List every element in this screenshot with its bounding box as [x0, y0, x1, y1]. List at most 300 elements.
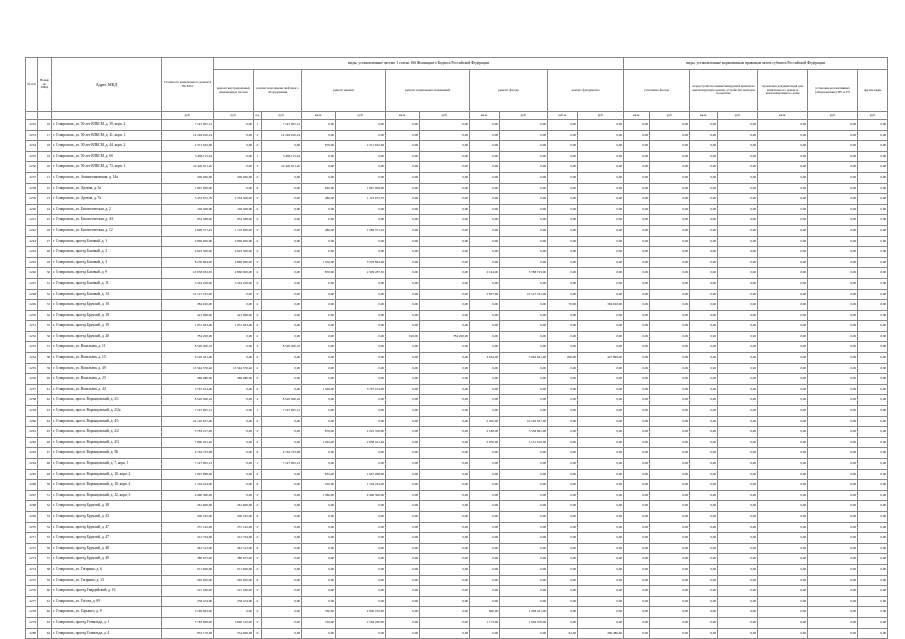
- col-cost: Стоимость капитального ремонта ВСЕГО: [162, 58, 214, 112]
- row-value: 0,00: [578, 321, 624, 332]
- row-value: 0,00: [858, 427, 888, 438]
- row-value: 0,00: [758, 215, 808, 226]
- row-value: 0,00: [262, 543, 302, 554]
- row-value: 0,00: [718, 586, 758, 597]
- row-value: 0,00: [578, 247, 624, 258]
- row-value: 0,00: [650, 204, 690, 215]
- row-value: 0,00: [758, 522, 808, 533]
- row-number: 2239: [26, 194, 38, 205]
- row-address: г. Ставрополь, ул. Васильева, д. 11: [52, 342, 162, 353]
- row-value: 0,00: [386, 490, 420, 501]
- row-address: г. Ставрополь, просп. Воронцовский, д. 2/1: [52, 395, 162, 406]
- row-value: 0,00: [758, 162, 808, 173]
- col-num-mkd: Номер по МКД: [38, 58, 52, 112]
- row-mkd-number: 17: [38, 130, 52, 141]
- row-value: 0,00: [758, 617, 808, 628]
- row-value: 0,00: [262, 236, 302, 247]
- row-value: 221 260,00: [214, 586, 254, 597]
- row-value: 0,00: [718, 194, 758, 205]
- row-mkd-number: 36: [38, 331, 52, 342]
- table-row: [26, 490, 888, 501]
- row-value: 0,00: [500, 204, 548, 215]
- row-value: 0,00: [548, 204, 578, 215]
- row-value: 0,00: [470, 363, 500, 374]
- row-value: 1 119 672,70: [336, 194, 386, 205]
- unit-cell: кв.м.: [624, 112, 650, 120]
- row-value: 0,00: [420, 522, 470, 533]
- row-value: 0,00: [858, 490, 888, 501]
- row-number: 2252: [26, 331, 38, 342]
- row-value: 0,00: [808, 416, 858, 427]
- row-value: 0,00: [500, 247, 548, 258]
- row-value: 0,00: [500, 342, 548, 353]
- row-value: 3 788 745,00: [500, 268, 548, 279]
- row-value: 0,00: [262, 289, 302, 300]
- row-value: 0,00: [690, 363, 718, 374]
- table-row: [26, 575, 888, 586]
- row-value: 0,00: [758, 278, 808, 289]
- row-value: 0,00: [420, 278, 470, 289]
- row-value: 0,00: [650, 543, 690, 554]
- row-value: 0,00: [548, 236, 578, 247]
- row-value: 4: [254, 342, 262, 353]
- row-value: 0,00: [548, 406, 578, 417]
- row-value: 4: [254, 395, 262, 406]
- row-value: 8 520 400,16: [162, 342, 214, 353]
- row-value: 0,00: [690, 511, 718, 522]
- row-value: 0,00: [578, 575, 624, 586]
- row-value: 4 794 703,08: [262, 448, 302, 459]
- row-value: 0,00: [758, 268, 808, 279]
- row-value: 0,00: [470, 194, 500, 205]
- row-value: 0,00: [420, 490, 470, 501]
- row-value: 0,00: [808, 469, 858, 480]
- row-value: 0,00: [858, 353, 888, 364]
- row-value: 312 794,00: [214, 533, 254, 544]
- row-value: 0,00: [470, 511, 500, 522]
- row-value: 784 200,00: [420, 331, 470, 342]
- row-value: 0,00: [758, 511, 808, 522]
- row-value: 10 958 032,65: [162, 268, 214, 279]
- row-value: 0: [254, 374, 262, 385]
- row-value: 0,00: [420, 236, 470, 247]
- row-value: 0,00: [470, 331, 500, 342]
- capital-repair-table: [25, 57, 888, 639]
- table-row: [26, 172, 888, 183]
- table-row: [26, 437, 888, 448]
- row-value: 0,00: [650, 533, 690, 544]
- row-value: 0: [254, 511, 262, 522]
- row-value: 5 151 610,00: [500, 437, 548, 448]
- row-value: 0,00: [470, 596, 500, 607]
- row-value: 2: [254, 130, 262, 141]
- row-value: 1 289 371,45: [336, 225, 386, 236]
- unit-cell: кв.м.: [690, 112, 718, 120]
- row-value: 0,00: [386, 533, 420, 544]
- row-value: 760,00: [302, 607, 336, 618]
- row-mkd-number: 28: [38, 247, 52, 258]
- row-value: 0,00: [758, 225, 808, 236]
- row-value: 0,00: [624, 215, 650, 226]
- row-value: 0,00: [808, 586, 858, 597]
- row-value: 0,00: [624, 628, 650, 639]
- row-value: 0,00: [718, 480, 758, 491]
- row-value: 0: [254, 554, 262, 565]
- row-value: 0,00: [262, 469, 302, 480]
- row-value: 0,00: [690, 575, 718, 586]
- row-value: 0,00: [470, 406, 500, 417]
- row-mkd-number: 61: [38, 596, 52, 607]
- row-value: 870,00: [302, 268, 336, 279]
- row-value: 0,00: [262, 384, 302, 395]
- row-value: 0,00: [420, 427, 470, 438]
- row-value: 0,00: [386, 257, 420, 268]
- row-value: 0,00: [808, 353, 858, 364]
- row-value: 784 200,00: [162, 331, 214, 342]
- row-value: 0,00: [808, 183, 858, 194]
- row-value: 0,00: [420, 300, 470, 311]
- row-value: 0,00: [336, 120, 386, 131]
- row-address: г. Ставрополь, проезд Готвальда, д. 1: [52, 617, 162, 628]
- row-value: 0,00: [624, 533, 650, 544]
- row-value: 0,00: [858, 575, 888, 586]
- row-value: 0,00: [858, 522, 888, 533]
- row-address: г. Ставрополь, проезд Базовый, д. 3: [52, 257, 162, 268]
- col-devices: установка коллективных (общедомовых) ПУ и УУ: [808, 70, 858, 112]
- table-row: [26, 448, 888, 459]
- row-value: 0,00: [302, 511, 336, 522]
- row-value: 0,00: [470, 480, 500, 491]
- row-value: 0,00: [420, 469, 470, 480]
- row-value: 0: [254, 607, 262, 618]
- row-value: 0: [254, 278, 262, 289]
- row-mkd-number: 47: [38, 448, 52, 459]
- row-value: 0,00: [302, 459, 336, 470]
- row-value: 312 794,00: [162, 533, 214, 544]
- row-value: 5 468 115,24: [162, 151, 214, 162]
- row-value: 4 794 703,08: [162, 448, 214, 459]
- table-row: [26, 194, 888, 205]
- table-row: [26, 204, 888, 215]
- row-value: 0,00: [650, 448, 690, 459]
- row-number: 2276: [26, 586, 38, 597]
- row-value: 0,00: [302, 554, 336, 565]
- row-value: 0,00: [858, 130, 888, 141]
- row-value: 0,00: [420, 586, 470, 597]
- row-address: г. Ставрополь, проезд Базовый, д. 9: [52, 268, 162, 279]
- row-value: 0,00: [500, 501, 548, 512]
- row-value: 0,00: [578, 183, 624, 194]
- row-value: 0,00: [808, 268, 858, 279]
- row-value: 10 120 657,00: [162, 416, 214, 427]
- row-value: 0,00: [548, 247, 578, 258]
- row-value: 0,00: [548, 183, 578, 194]
- row-value: 0,00: [578, 448, 624, 459]
- row-value: 0,00: [302, 120, 336, 131]
- row-value: 0,00: [420, 554, 470, 565]
- row-value: 0,00: [690, 427, 718, 438]
- row-value: 0,00: [548, 575, 578, 586]
- row-value: 0,00: [624, 596, 650, 607]
- row-value: 0,00: [624, 554, 650, 565]
- row-value: 0,00: [262, 564, 302, 575]
- row-value: 0,00: [624, 437, 650, 448]
- row-value: 0,00: [858, 278, 888, 289]
- row-value: 0,00: [578, 374, 624, 385]
- row-value: 0,00: [262, 141, 302, 152]
- row-value: 0,00: [718, 363, 758, 374]
- row-value: 0,00: [718, 204, 758, 215]
- row-value: 0,00: [386, 607, 420, 618]
- row-value: 0: [254, 564, 262, 575]
- row-value: 0,00: [420, 437, 470, 448]
- row-value: 0,00: [808, 395, 858, 406]
- row-value: 0,00: [420, 353, 470, 364]
- row-value: 0,00: [500, 469, 548, 480]
- row-value: 0,00: [624, 374, 650, 385]
- row-value: 0,00: [578, 342, 624, 353]
- row-value: 200 245,00: [214, 511, 254, 522]
- row-value: 0,00: [386, 416, 420, 427]
- row-value: 0,00: [650, 459, 690, 470]
- row-value: 0,00: [500, 406, 548, 417]
- row-mkd-number: 30: [38, 268, 52, 279]
- row-mkd-number: 25: [38, 215, 52, 226]
- row-mkd-number: 53: [38, 511, 52, 522]
- row-value: 0,00: [470, 543, 500, 554]
- row-address: г. Ставрополь, ул. Гоголя, д. 69: [52, 596, 162, 607]
- row-value: 0,00: [808, 511, 858, 522]
- row-value: 0,00: [386, 586, 420, 597]
- row-value: 0,00: [858, 543, 888, 554]
- row-value: 0,00: [548, 342, 578, 353]
- row-value: 0,00: [718, 448, 758, 459]
- row-value: 0,00: [858, 172, 888, 183]
- row-value: 0,00: [650, 162, 690, 173]
- row-value: 0,00: [420, 141, 470, 152]
- row-value: 0,00: [336, 151, 386, 162]
- row-value: 0: [254, 448, 262, 459]
- row-value: 0,00: [500, 278, 548, 289]
- row-value: 0,00: [758, 289, 808, 300]
- row-value: 261 000,00: [162, 501, 214, 512]
- row-value: 0,00: [500, 395, 548, 406]
- row-value: 0,00: [808, 459, 858, 470]
- row-value: 0,00: [548, 554, 578, 565]
- row-value: 0,00: [718, 543, 758, 554]
- row-value: 0,00: [718, 236, 758, 247]
- row-value: 0,00: [650, 437, 690, 448]
- row-value: 0,00: [548, 194, 578, 205]
- row-value: 0,00: [858, 554, 888, 565]
- row-value: 0,00: [386, 342, 420, 353]
- row-number: 2249: [26, 300, 38, 311]
- row-value: 0,00: [386, 162, 420, 173]
- row-value: 0,00: [336, 331, 386, 342]
- row-value: 0,00: [214, 331, 254, 342]
- row-value: 0,00: [858, 289, 888, 300]
- row-value: 0,00: [386, 628, 420, 639]
- row-value: 0,00: [548, 501, 578, 512]
- row-value: 1: [254, 151, 262, 162]
- row-value: 0,00: [718, 575, 758, 586]
- row-value: 0,00: [718, 437, 758, 448]
- row-value: 0: [254, 596, 262, 607]
- row-number: 2253: [26, 342, 38, 353]
- row-value: 2 371 632,00: [162, 141, 214, 152]
- row-value: 0,00: [262, 204, 302, 215]
- row-value: 0,00: [718, 427, 758, 438]
- row-value: 1 967 968,00: [336, 469, 386, 480]
- row-address: г. Ставрополь, ул. Гагарина, д. 6: [52, 564, 162, 575]
- table-row: [26, 533, 888, 544]
- row-value: 0,00: [758, 247, 808, 258]
- row-value: 0,00: [548, 490, 578, 501]
- row-mkd-number: 52: [38, 501, 52, 512]
- row-mkd-number: 60: [38, 586, 52, 597]
- row-value: 0,00: [758, 586, 808, 597]
- row-value: 0,00: [262, 278, 302, 289]
- row-value: 0,00: [386, 151, 420, 162]
- row-value: 0,00: [758, 236, 808, 247]
- unit-cell: кв.м.: [758, 112, 808, 120]
- row-value: 4 023 300,00: [214, 247, 254, 258]
- row-value: 5 468 115,24: [262, 151, 302, 162]
- row-value: 0,00: [500, 543, 548, 554]
- row-value: 0,00: [548, 225, 578, 236]
- row-value: 0: [254, 236, 262, 247]
- row-value: 0,00: [214, 437, 254, 448]
- table-row: [26, 300, 888, 311]
- row-value: 0,00: [548, 278, 578, 289]
- row-value: 0,00: [420, 310, 470, 321]
- row-value: 0,00: [336, 363, 386, 374]
- row-value: 0,00: [578, 162, 624, 173]
- table-row: [26, 225, 888, 236]
- row-value: 0,00: [500, 575, 548, 586]
- table-row: [26, 596, 888, 607]
- row-value: 0: [254, 575, 262, 586]
- row-value: 0,00: [578, 363, 624, 374]
- row-value: 0,00: [500, 448, 548, 459]
- row-value: 0,00: [858, 141, 888, 152]
- table-row: [26, 374, 888, 385]
- row-value: 0,00: [808, 575, 858, 586]
- row-value: 0,00: [470, 522, 500, 533]
- row-value: 854 568,00: [162, 215, 214, 226]
- row-value: 0,00: [758, 469, 808, 480]
- row-value: 854 568,00: [214, 215, 254, 226]
- row-value: 0,00: [690, 162, 718, 173]
- row-value: 0,00: [420, 406, 470, 417]
- row-value: 0: [254, 172, 262, 183]
- row-value: 0,00: [578, 586, 624, 597]
- row-value: 0,00: [548, 162, 578, 173]
- row-value: 0,00: [302, 533, 336, 544]
- row-value: 0,00: [262, 522, 302, 533]
- row-value: 0,00: [302, 406, 336, 417]
- col-warming: утепление фасада: [624, 70, 690, 112]
- row-value: 3 690 310,00: [214, 617, 254, 628]
- row-value: 2 309 287,65: [336, 268, 386, 279]
- row-value: 0,00: [262, 427, 302, 438]
- row-value: 0,00: [500, 183, 548, 194]
- col-reroof: переустройство невентилируемой крыши на вентилируемую крышу, устройство выходов на кровлю: [690, 70, 758, 112]
- table-row: [26, 501, 888, 512]
- row-value: 0,00: [262, 533, 302, 544]
- row-address: г. Ставрополь, проезд Бруклий, д. 47: [52, 522, 162, 533]
- row-value: 0,00: [578, 459, 624, 470]
- row-value: 0,00: [808, 490, 858, 501]
- row-value: 0,00: [808, 321, 858, 332]
- table-row: [26, 586, 888, 597]
- row-value: 0,00: [470, 215, 500, 226]
- row-value: 0,00: [718, 533, 758, 544]
- row-value: 0,00: [336, 554, 386, 565]
- row-address: г. Ставрополь, ул. 50 лет ВЛКСМ, д. 39, корп. 2: [52, 120, 162, 131]
- row-value: 0,00: [858, 183, 888, 194]
- row-value: 0,00: [470, 278, 500, 289]
- row-mkd-number: 26: [38, 225, 52, 236]
- row-value: 0,00: [386, 300, 420, 311]
- row-value: 0,00: [420, 395, 470, 406]
- row-value: 0,00: [548, 395, 578, 406]
- row-value: 0,00: [420, 363, 470, 374]
- header-group-law: виды, установленные частью 1 статьи 166 Жилищного Кодекса Российской Федерации: [214, 58, 624, 70]
- row-value: 0,00: [336, 247, 386, 258]
- row-value: 0,00: [858, 321, 888, 332]
- row-value: 0,00: [718, 353, 758, 364]
- row-value: 0,00: [214, 120, 254, 131]
- row-value: 0,00: [858, 215, 888, 226]
- table-row: [26, 130, 888, 141]
- row-mkd-number: 56: [38, 543, 52, 554]
- row-value: 0,00: [262, 331, 302, 342]
- row-address: г. Ставрополь, ул. Гагарина, д. 13: [52, 575, 162, 586]
- row-number: 2258: [26, 395, 38, 406]
- row-value: 0,00: [758, 141, 808, 152]
- col-elevator: ремонт или замена лифтового оборудования: [254, 70, 302, 112]
- row-value: 0,00: [858, 480, 888, 491]
- row-value: 0,00: [302, 586, 336, 597]
- row-mkd-number: 49: [38, 469, 52, 480]
- row-value: 0,00: [420, 511, 470, 522]
- row-value: 0,00: [470, 120, 500, 131]
- row-value: 0,00: [650, 151, 690, 162]
- row-value: 0,00: [548, 331, 578, 342]
- row-number: 2233: [26, 130, 38, 141]
- row-value: 380 675,00: [214, 554, 254, 565]
- row-value: 1 710 000,00: [214, 225, 254, 236]
- row-value: 0,00: [690, 490, 718, 501]
- row-mkd-number: 48: [38, 459, 52, 470]
- row-value: 257 142,00: [214, 522, 254, 533]
- row-value: 0,00: [420, 215, 470, 226]
- row-value: 0: [254, 225, 262, 236]
- row-value: 0,00: [302, 543, 336, 554]
- row-value: 0,00: [470, 469, 500, 480]
- row-value: 0,00: [500, 194, 548, 205]
- row-value: 0,00: [718, 321, 758, 332]
- row-value: 0,00: [214, 395, 254, 406]
- row-value: 0,00: [336, 300, 386, 311]
- row-value: 0,00: [624, 141, 650, 152]
- row-value: 0,00: [650, 480, 690, 491]
- row-value: 14 294 010,24: [262, 130, 302, 141]
- row-value: 0: [254, 300, 262, 311]
- row-value: 0,00: [690, 215, 718, 226]
- row-value: 0,00: [336, 416, 386, 427]
